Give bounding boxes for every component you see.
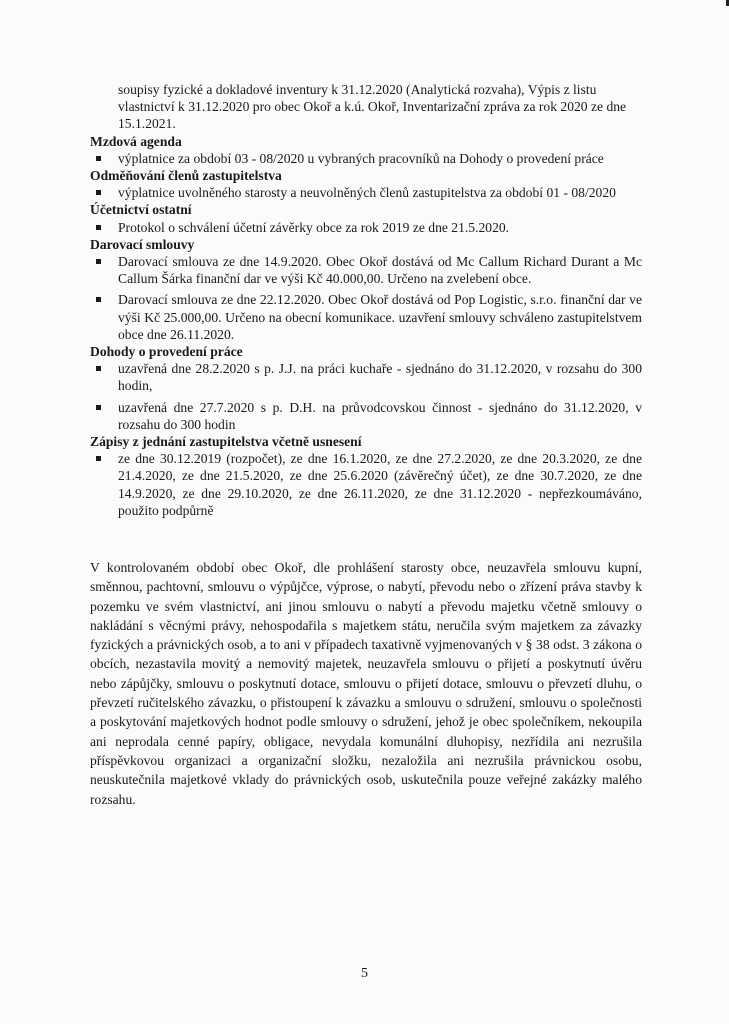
list-item <box>90 253 642 287</box>
bullet-icon <box>96 156 101 161</box>
list-item-text: uzavřená dne 28.2.2020 s p. J.J. na práci kuchaře - sjednáno do 31.12.2020, v rozsahu do 300 hodin, <box>118 361 642 394</box>
section-work-agreements <box>90 343 642 433</box>
list-item <box>90 184 642 201</box>
section-heading: Odměňování členů zastupitelstva <box>90 168 282 184</box>
section-heading: Dohody o provedení práce <box>90 344 243 360</box>
section-other-accounting <box>90 201 642 235</box>
bullet-icon <box>96 366 101 371</box>
bullet-icon <box>96 259 101 264</box>
section-council-minutes <box>90 433 642 519</box>
section-list <box>90 253 642 343</box>
list-item <box>90 291 642 343</box>
section-payroll <box>90 133 642 167</box>
bullet-icon <box>96 456 101 461</box>
section-heading: Mzdová agenda <box>90 133 182 149</box>
page-number: 5 <box>361 966 368 981</box>
list-item-text: Protokol o schválení účetní závěrky obce za rok 2019 ze dne 21.5.2020. <box>118 219 510 235</box>
bullet-icon <box>96 297 101 302</box>
section-council-remuneration <box>90 167 642 201</box>
section-list <box>90 219 642 236</box>
list-item-text: uzavřená dne 27.7.2020 s p. D.H. na průvodcovskou činnost - sjednáno do 31.12.2020, v rozsahu do 300 hodin <box>118 399 642 432</box>
section-list <box>90 360 642 433</box>
list-item-text: Darovací smlouva ze dne 14.9.2020. Obec Okoř dostává od Mc Callum Richard Durant a Mc Callum Šárka finanční dar ve výši Kč 40.000,00. Určeno na zvelebení obce. <box>118 254 642 287</box>
section-donation-contracts <box>90 236 642 343</box>
document-body <box>90 81 642 519</box>
section-list <box>90 450 642 519</box>
intro-text: soupisy fyzické a dokladové inventury k 31.12.2020 (Analytická rozvaha), Výpis z listu vlastnictví k 31.12.2020 pro obec Okoř a k.ú. Okoř, Inventarizační zpráva za rok 2020 ze dne 15.1.2021. <box>118 82 627 132</box>
section-list <box>90 184 642 201</box>
section-list <box>90 150 642 167</box>
list-item-text: výplatnice za období 03 - 08/2020 u vybraných pracovníků na Dohody o provedení práce <box>118 150 604 166</box>
list-item <box>90 150 642 167</box>
list-item-text: výplatnice uvolněného starosty a neuvolněných členů zastupitelstva za období 01 - 08/2020 <box>118 185 616 201</box>
section-heading: Účetnictví ostatní <box>90 202 192 218</box>
bullet-icon <box>96 405 101 410</box>
bullet-icon <box>96 225 101 230</box>
section-heading: Zápisy z jednání zastupitelstva včetně usnesení <box>90 434 362 450</box>
section-heading: Darovací smlouvy <box>90 236 195 252</box>
list-item-text: Darovací smlouva ze dne 22.12.2020. Obec Okoř dostává od Pop Logistic, s.r.o. finanční dar ve výši Kč 25.000,00. Určeno na obecní komunikace. uzavření smlouvy schváleno zastupitelstvem obce dne 26.11.2020. <box>118 292 642 342</box>
list-item <box>90 450 642 519</box>
list-item <box>90 219 642 236</box>
bullet-icon <box>96 190 101 195</box>
list-item <box>90 399 642 433</box>
statement-paragraph: V kontrolovaném období obec Okoř, dle prohlášení starosty obce, neuzavřela smlouvu kupní, směnnou, pachtovní, smlouvu o výpůjčce, výprose, o nabytí, převodu nebo o zřízení práva stavby k pozemku ve svém vlastnictví, ani jinou smlouvu o nabytí a převodu majetku včetně smlouvy o nakládání s věcnými právy, nehospodařila s majetkem státu, neručila svým majetkem za závazky fyzických a právnických osob, a to ani v případech taxativně vyjmenovaných v § 38 odst. 3 zákona o obcích, nezastavila movitý a nemovitý majetek, neuzavřela smlouvu o přijetí a poskytnutí úvěru nebo zápůjčky, smlouvu o poskytnutí dotace, smlouvu o přijetí dotace, smlouvu o převzetí dluhu, o převzetí ručitelského závazku, o přistoupení k závazku a smlouvu o sdružení, smlouvu o společnosti a poskytování majetkových hodnot podle smlouvy o sdružení, jehož je obec společníkem, nekoupila ani neprodala cenné papíry, obligace, nevydala komunální dluhopisy, nezřídila ani nezrušila příspěvkovou organizaci a organizační složku, nezaložila ani nezrušila právnickou osobu, neuskutečnila majetkové vklady do právnických osob, uskutečnila pouze veřejné zakázky malého rozsahu. <box>90 560 642 807</box>
list-item <box>90 360 642 394</box>
list-item-text: ze dne 30.12.2019 (rozpočet), ze dne 16.1.2020, ze dne 27.2.2020, ze dne 20.3.2020, ze dne 21.4.2020, ze dne 21.5.2020, ze dne 25.6.2020 (závěrečný účet), ze dne 30.7.2020, ze dne 14.9.2020, ze dne 29.10.2020, ze dne 26.11.2020, ze dne 31.12.2020 - nepřezkoumáváno, použito podpůrně <box>118 451 642 518</box>
